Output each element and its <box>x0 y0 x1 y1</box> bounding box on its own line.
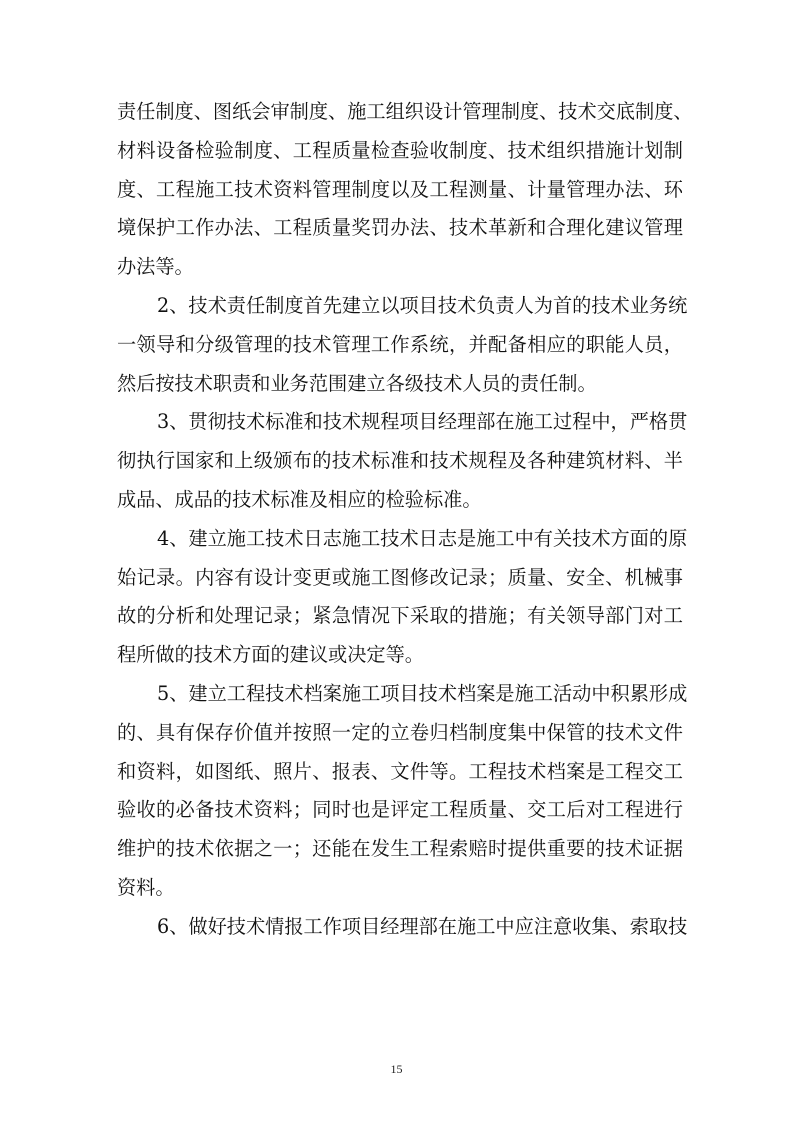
text-line: 的、具有保存价值并按照一定的立卷归档制度集中保管的技术文件 <box>117 720 683 744</box>
paragraph <box>117 403 688 519</box>
body-text <box>117 93 693 947</box>
text-line: 度、工程施工技术资料管理制度以及工程测量、计量管理办法、环 <box>117 177 683 201</box>
text-line: 责任制度、图纸会审制度、施工组织设计管理制度、技术交底制度、 <box>117 100 693 123</box>
text-line: 故的分析和处理记录；紧急情况下采取的措施；有关领导部门对工 <box>117 604 683 628</box>
text-line: 和资料，如图纸、照片、报表、文件等。工程技术档案是工程交工 <box>117 759 683 783</box>
text-line: 然后按技术职责和业务范围建立各级技术人员的责任制。 <box>117 371 597 395</box>
text-line: 5、建立工程技术档案施工项目技术档案是施工活动中积累形成 <box>157 681 688 705</box>
text-line: 成品、成品的技术标准及相应的检验标准。 <box>117 487 482 511</box>
paragraph <box>117 93 693 287</box>
text-line: 一领导和分级管理的技术管理工作系统，并配备相应的职能人员， <box>117 332 683 356</box>
text-line: 3、贯彻技术标准和技术规程项目经理部在施工过程中，严格贯 <box>157 410 688 434</box>
text-line: 办法等。 <box>117 255 194 279</box>
text-line: 彻执行国家和上级颁布的技术标准和技术规程及各种建筑材料、半 <box>117 449 683 473</box>
text-line: 程所做的技术方面的建议或决定等。 <box>117 643 424 667</box>
text-line: 维护的技术依据之一；还能在发生工程索赔时提供重要的技术证据 <box>117 837 683 861</box>
page-number: 15 <box>390 1062 403 1076</box>
text-line: 6、做好技术情报工作项目经理部在施工中应注意收集、索取技 <box>157 914 688 938</box>
paragraph <box>117 675 688 908</box>
paragraph <box>117 908 688 947</box>
text-line: 境保护工作办法、工程质量奖罚办法、技术革新和合理化建议管理 <box>117 216 683 240</box>
paragraph <box>117 287 688 403</box>
text-line: 资料。 <box>117 875 175 899</box>
text-line: 验收的必备技术资料；同时也是评定工程质量、交工后对工程进行 <box>117 798 683 822</box>
text-line: 2、技术责任制度首先建立以项目技术负责人为首的技术业务统 <box>157 293 688 317</box>
paragraph <box>117 520 688 675</box>
text-line: 始记录。内容有设计变更或施工图修改记录；质量、安全、机械事 <box>117 565 683 589</box>
text-line: 材料设备检验制度、工程质量检查验收制度、技术组织措施计划制 <box>117 138 683 162</box>
text-line: 4、建立施工技术日志施工技术日志是施工中有关技术方面的原 <box>157 526 688 550</box>
